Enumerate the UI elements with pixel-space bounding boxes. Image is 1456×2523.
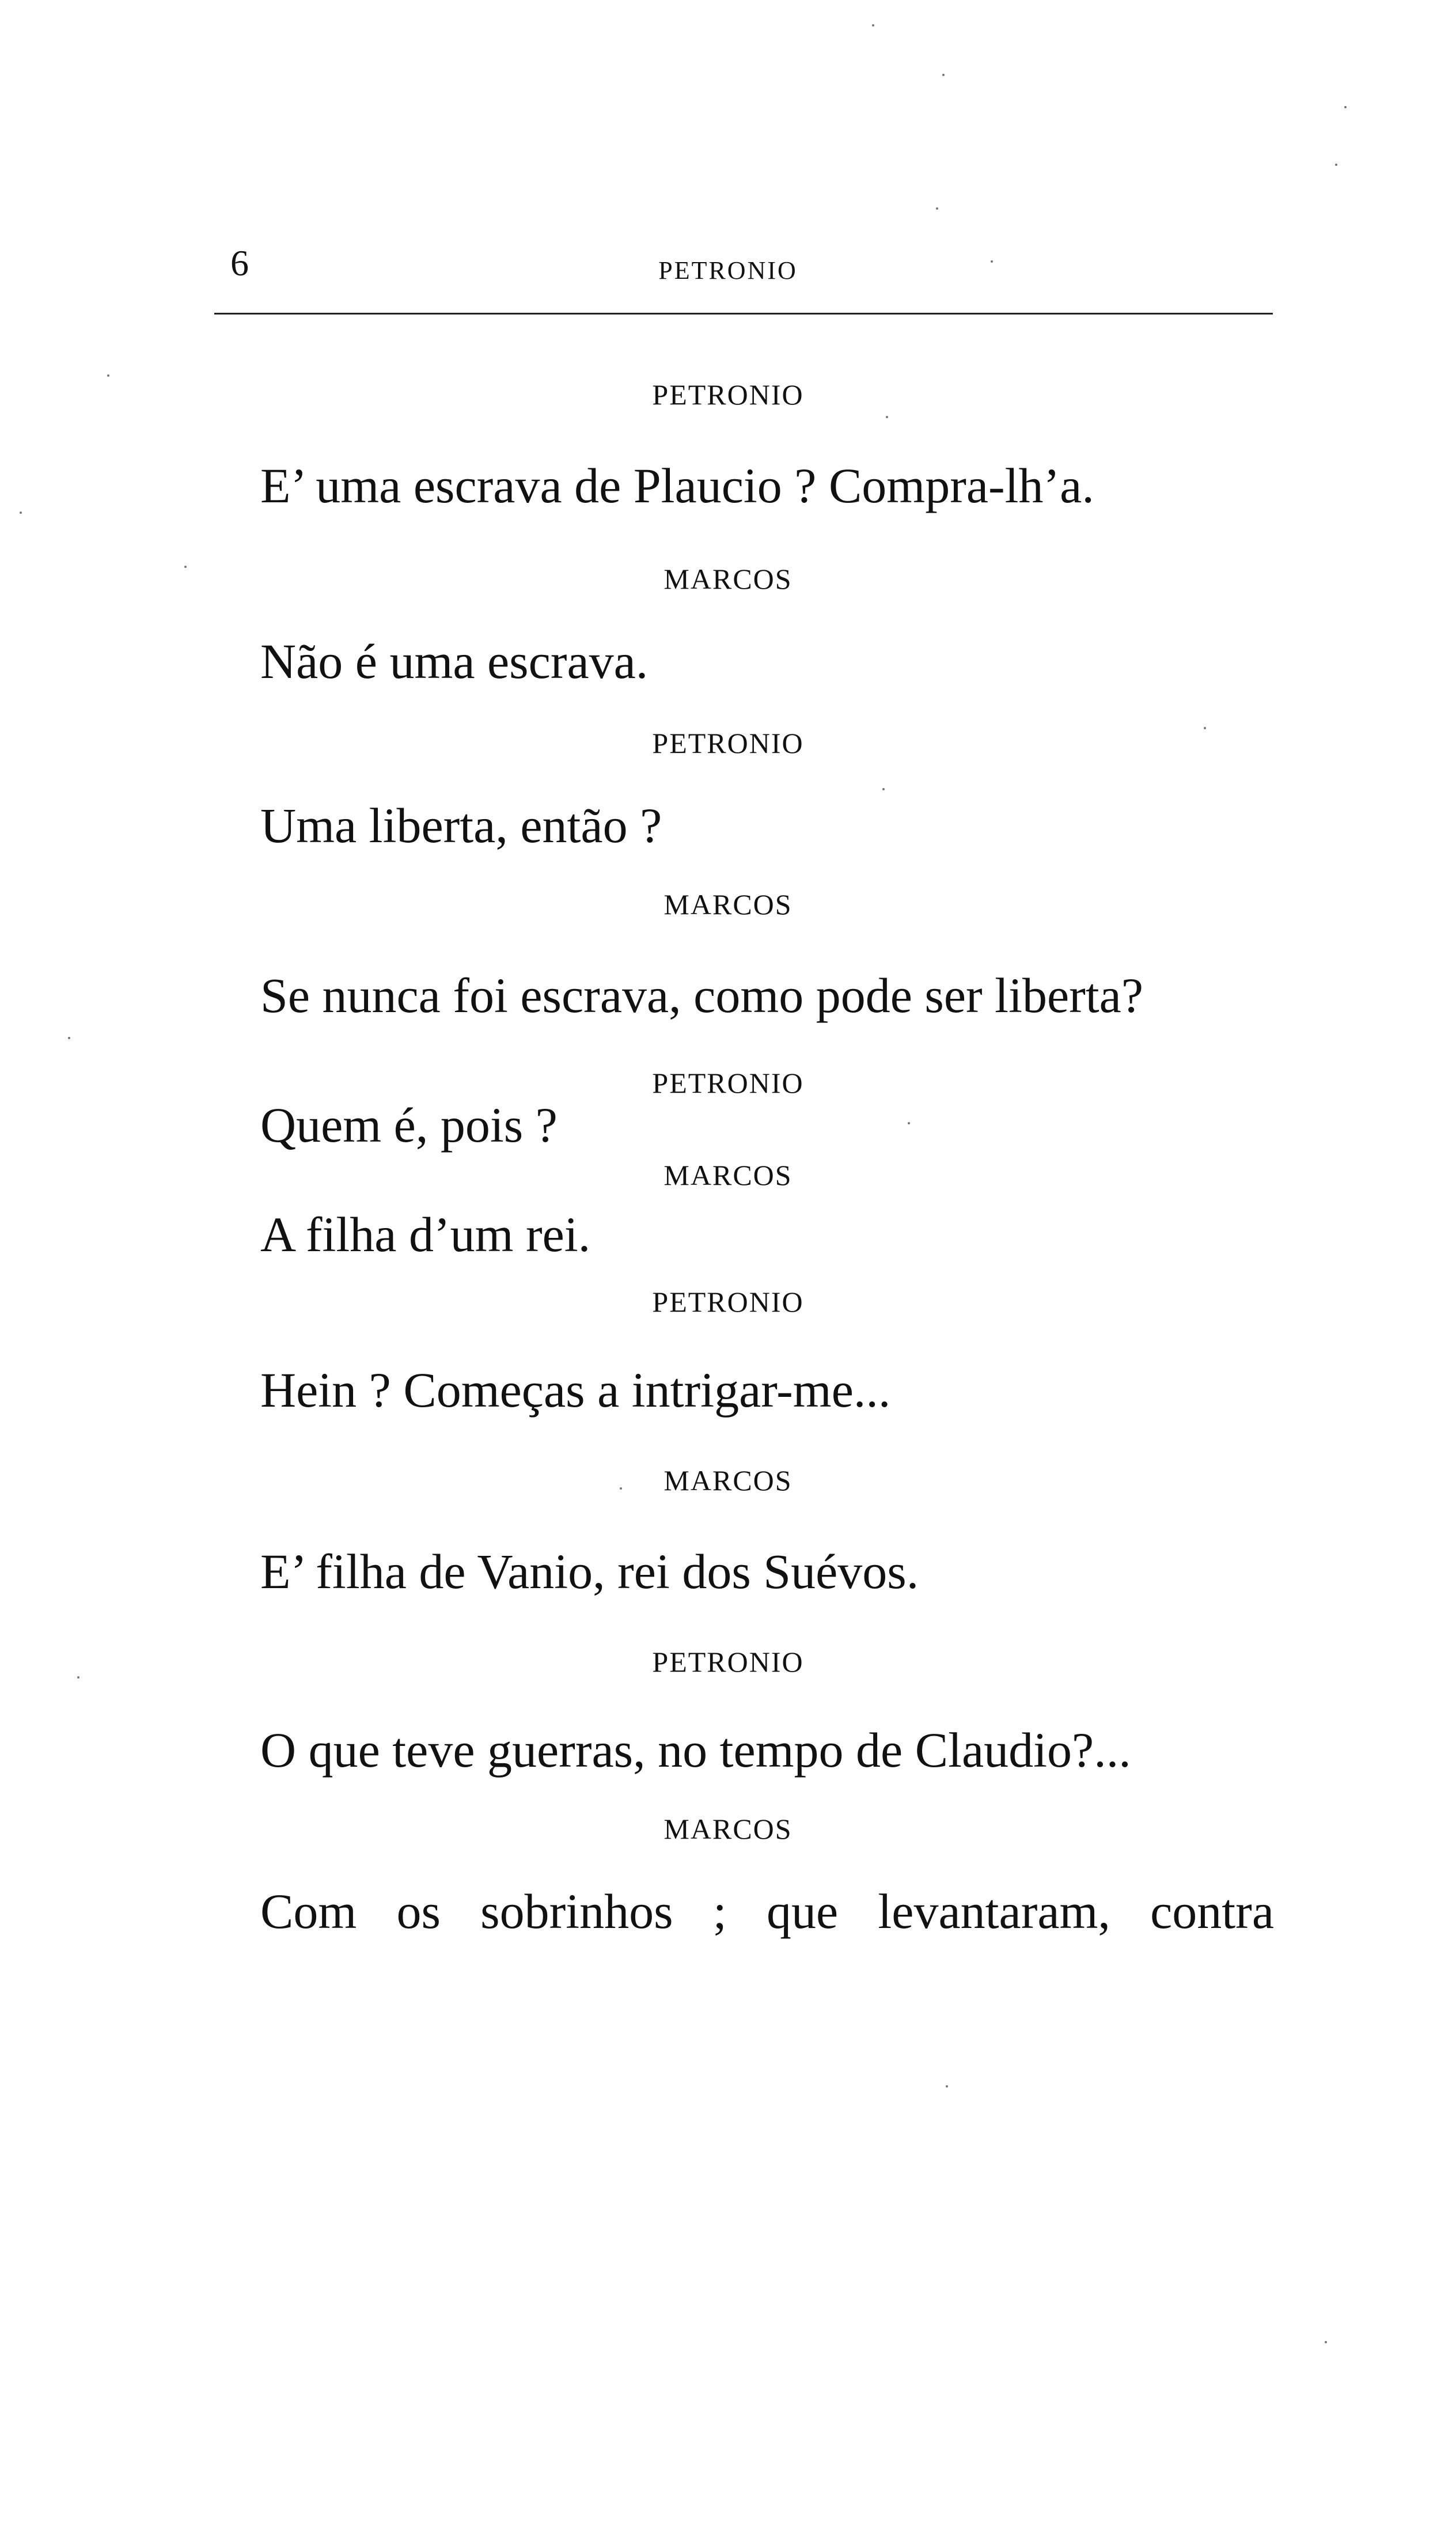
speaker-name: MARCOS xyxy=(663,1813,793,1845)
page-number: 6 xyxy=(230,243,249,283)
speaker-name: PETRONIO xyxy=(652,727,804,759)
scan-speck xyxy=(107,374,109,377)
scan-speck xyxy=(1335,164,1337,166)
speaker-name: MARCOS xyxy=(663,1159,793,1191)
dialogue-line: E’ uma escrava de Plaucio ? Compra-lh’a. xyxy=(260,458,1094,513)
scan-speck xyxy=(1344,106,1347,108)
dialogue-line: Se nunca foi escrava, como pode ser liberta? xyxy=(260,968,1144,1023)
scan-speck xyxy=(936,207,938,210)
speaker-name: PETRONIO xyxy=(652,378,804,411)
scan-speck xyxy=(1204,727,1206,729)
scan-speck xyxy=(77,1676,79,1679)
scan-speck xyxy=(942,74,945,76)
scan-speck xyxy=(20,512,22,514)
scan-speck xyxy=(886,416,888,418)
speaker-name: PETRONIO xyxy=(652,1646,804,1678)
dialogue-line: O que teve guerras, no tempo de Claudio?... xyxy=(260,1722,1131,1778)
scan-speck xyxy=(68,1037,70,1039)
speaker-name: MARCOS xyxy=(663,563,793,595)
dialogue-line: A filha d’um rei. xyxy=(260,1207,591,1262)
speaker-name: MARCOS xyxy=(663,888,793,920)
dialogue-line: Hein ? Começas a intrigar-me... xyxy=(260,1362,891,1418)
scan-speck xyxy=(184,566,187,568)
scan-speck xyxy=(882,788,885,790)
speaker-name: PETRONIO xyxy=(652,1286,804,1318)
dialogue-line: E’ filha de Vanio, rei dos Suévos. xyxy=(260,1544,919,1599)
dialogue-line: Uma liberta, então ? xyxy=(260,798,662,853)
scan-speck xyxy=(991,260,993,263)
dialogue-line: Quem é, pois ? xyxy=(260,1097,558,1153)
speaker-name: PETRONIO xyxy=(652,1067,804,1099)
scan-speck xyxy=(1325,2341,1327,2343)
running-title: PETRONIO xyxy=(658,256,798,285)
speaker-name: MARCOS xyxy=(663,1464,793,1497)
scan-speck xyxy=(620,1487,622,1490)
scan-speck xyxy=(908,1122,910,1124)
header-rule xyxy=(214,313,1273,315)
dialogue-line: Com os sobrinhos ; que levantaram, contra xyxy=(260,1884,1274,1939)
scan-speck xyxy=(872,24,874,26)
dialogue-line: Não é uma escrava. xyxy=(260,634,649,689)
scan-speck xyxy=(946,2085,948,2088)
